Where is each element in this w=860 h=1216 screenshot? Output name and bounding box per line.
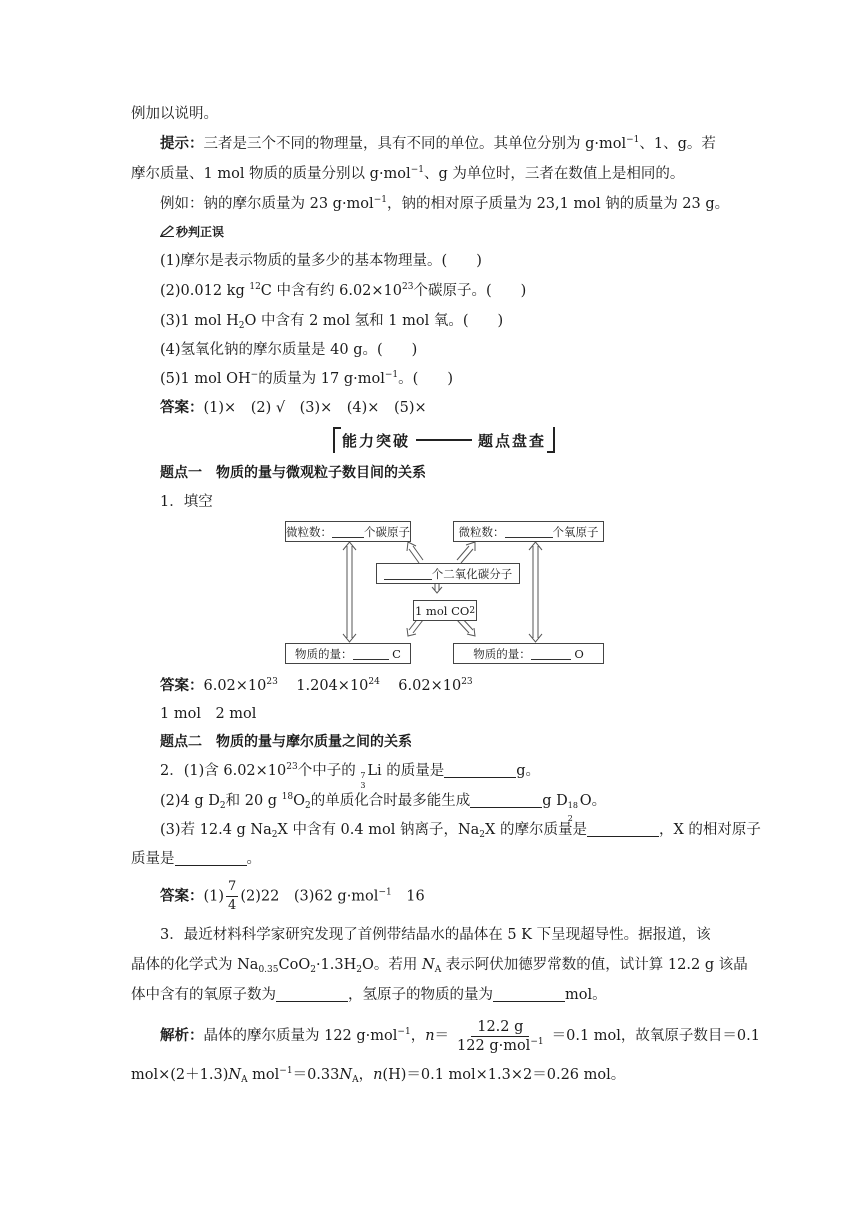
question-label: 1．填空 (160, 494, 213, 510)
topic-title: 题点一 物质的量与微观粒子数目间的关系 (160, 465, 426, 481)
amount-o-box: 物质的量： O (453, 643, 604, 664)
judge-item: (2)0.012 kg $^{12}$C 中含有约 $6.02\times 10^{23}$个碳原子。( ) (160, 282, 527, 299)
judge-answer: 答案：(1)× (2) √ (3)× (4)× (5)× (160, 399, 427, 416)
question-3-line-2: 晶体的化学式为 $Na_{0.35}CoO_2\cdot 1.3H_2O$。若用 $N_A$ 表示阿伏加德罗常数的值，试计算 12.2 g 该晶 (131, 957, 748, 975)
question-3-line-1: 3．最近材料科学家研究发现了首例带结晶水的晶体在 5 K 下呈现超导性。据报道，该 (160, 927, 711, 943)
hint-line-2: 摩尔质量、1 mol 物质的质量分别以 g·mol$^{-1}$、g 为单位时，三者在数值上是相同的。 (131, 165, 685, 182)
topic1-answer: 答案：$6.02\times 10^{23}$ $1.204\times 10^{24}$ $6.02\times 10^{23}$ (160, 677, 473, 694)
solution-line-1: 解析：晶体的摩尔质量为 122 g·mol$^{-1}$，n＝ $\frac{12.2 g}{122 g\cdot mol^{-1}}$ ＝0.1 mol，故氧原子数目＝0.1 (160, 1018, 760, 1054)
judge-item: (4)氢氧化钠的摩尔质量是 40 g。( ) (160, 342, 418, 358)
judge-item: (3)1 mol $H_2O$ 中含有 2 mol 氢和 1 mol 氧。( ) (160, 313, 504, 331)
answer-blank (470, 793, 542, 808)
question-2-2: (2)4 g $D_2$和 20 g $^{18}O_2$的单质化合时最多能生成 g D 18 2 O。 (160, 792, 607, 823)
question-3-line-3: 体中含有的氧原子数为 ，氢原子的物质的量为 mol。 (131, 987, 607, 1003)
judge-item: (5)1 mol OH−的质量为 17 g·mol$^{-1}$。( ) (160, 370, 453, 387)
text-line: 例加以说明。 (131, 106, 218, 122)
topic2-answer: 答案：(1) $\frac{7}{4}$ (2)22 (3)62 g·mol$^{-1}$ 16 (160, 879, 425, 913)
answer-blank (276, 987, 348, 1002)
question-2-3-cont: 质量是 。 (131, 851, 261, 867)
example-line: 例如：钠的摩尔质量为 23 g·mol$^{-1}$，钠的相对原子质量为 23,1 mol 钠的质量为 23 g。 (160, 195, 730, 212)
question-2-3: (3)若 12.4 g $Na_2X$ 中含有 0.4 mol 钠离子，$Na_2X$ 的摩尔质量是 ，X 的相对原子 (160, 822, 761, 840)
pencil-icon (160, 225, 174, 237)
judge-item: (1)摩尔是表示物质的量多少的基本物理量。( ) (160, 253, 482, 269)
answer-blank (493, 987, 565, 1002)
topic1-answer-2: 1 mol 2 mol (160, 706, 257, 722)
amount-c-box: 物质的量： C (285, 643, 411, 664)
section-banner: 能力突破 题点盘查 (333, 427, 555, 453)
hint-label: 提示： (160, 135, 204, 152)
co2-molecules-box: 个二氧化碳分子 (376, 563, 520, 584)
solution-line-2: $mol\times(2+1.3)N_A$ $mol^{-1}=0.33N_A$，n(H)＝0.1 mol×1.3×2＝0.26 mol。 (131, 1066, 626, 1085)
co2-mol-box: 1 mol CO 2 (413, 600, 477, 621)
section-tag: 秒判正误 (160, 223, 224, 240)
answer-blank (175, 851, 247, 866)
topic-title: 题点二 物质的量与摩尔质量之间的关系 (160, 734, 412, 750)
answer-blank (587, 822, 659, 837)
oxygen-atoms-box: 微粒数： 个氧原子 (453, 521, 604, 542)
hint-line: 提示：三者是三个不同的物理量，具有不同的单位。其单位分别为 g·mol$^{-1}$、1、g。若 (160, 135, 716, 152)
carbon-atoms-box: 微粒数： 个碳原子 (285, 521, 411, 542)
answer-blank (444, 763, 516, 778)
question-2-1: 2．(1)含 $6.02\times 10^{23}$个中子的 7 3 Li 的质量是 g。 (160, 762, 541, 790)
